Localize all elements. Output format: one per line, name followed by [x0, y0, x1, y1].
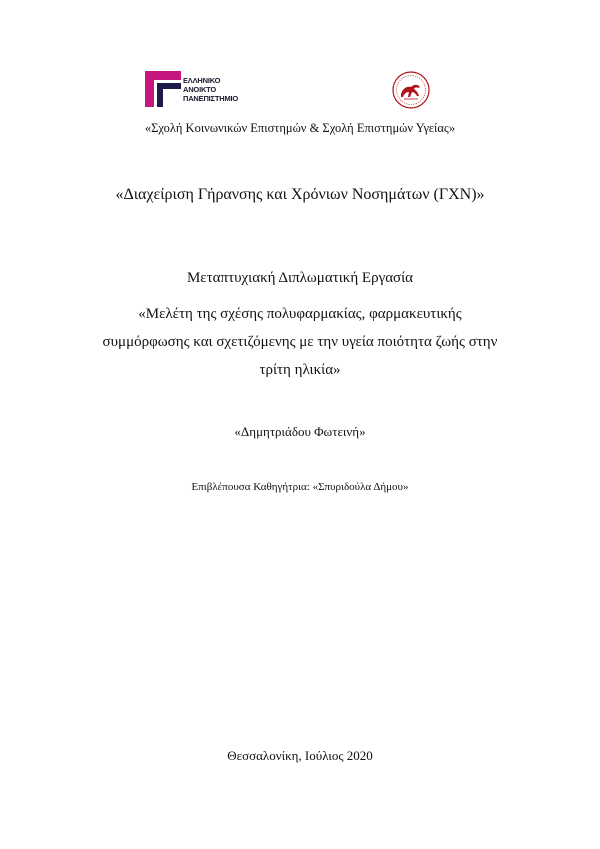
- thesis-title-line: τρίτη ηλικία»: [259, 362, 341, 378]
- thesis-title-line: συμμόρφωσης και σχετιζόμενης με την υγεία ποιότητα ζωής στην: [102, 334, 498, 350]
- program-name: «Διαχείριση Γήρανσης και Χρόνιων Νοσημάτων (ΓΧΝ)»: [115, 186, 485, 203]
- author-name: «Δημητριάδου Φωτεινή»: [234, 424, 366, 439]
- thesis-type-label: Μεταπτυχιακή Διπλωματική Εργασία: [186, 270, 414, 286]
- hou-logo-text: [183, 76, 238, 103]
- university-seal-icon: [391, 70, 431, 110]
- hou-logo-line: ΠΑΝΕΠΙΣΤΗΜΙΟ: [183, 94, 239, 103]
- hou-logo-line: ΕΛΛΗΝΙΚΟ: [183, 76, 221, 85]
- supervisor-line: Επιβλέπουσα Καθηγήτρια: «Σπυριδούλα Δήμου»: [191, 481, 409, 493]
- schools-line: «Σχολή Κοινωνικών Επιστημών & Σχολή Επιστημών Υγείας»: [144, 121, 456, 135]
- hou-logo-mark-icon: [145, 71, 181, 107]
- thesis-title-line: «Μελέτη της σχέσης πολυφαρμακίας, φαρμακευτικής: [138, 306, 462, 322]
- place-and-date: Θεσσαλονίκη, Ιούλιος 2020: [227, 748, 373, 763]
- hellenic-open-university-logo: [145, 71, 255, 109]
- hou-logo-line: ΑΝΟΙΚΤΟ: [183, 85, 217, 94]
